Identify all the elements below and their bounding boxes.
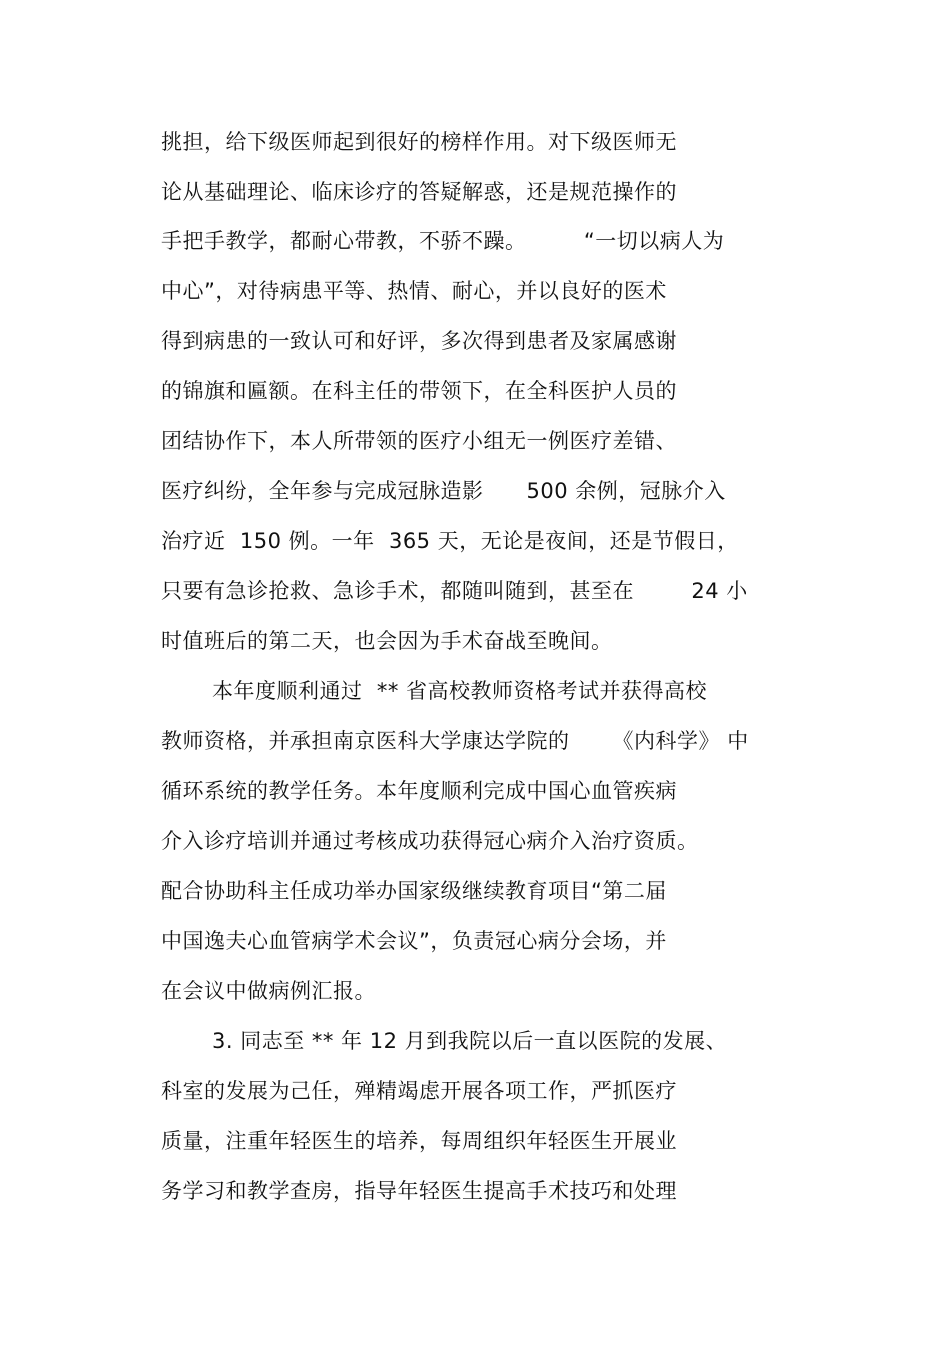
- text-line-16: 配合协助科主任成功举办国家级继续教育项目“第二届: [161, 879, 667, 903]
- text-line-20: 科室的发展为己任，殚精竭虑开展各项工作，严抓医疗: [161, 1079, 677, 1103]
- text-line-2: 论从基础理论、临床诊疗的答疑解惑，还是规范操作的: [161, 180, 677, 204]
- text-line-19: 3. 同志至 ** 年 12 月到我院以后一直以医院的发展、: [212, 1029, 728, 1053]
- text-line-22: 务学习和教学查房，指导年轻医生提高手术技巧和处理: [161, 1179, 677, 1203]
- text-line-3: 手把手教学，都耐心带教，不骄不躁。 “一切以病人为: [161, 229, 725, 253]
- text-line-1: 挑担，给下级医师起到很好的榜样作用。对下级医师无: [161, 130, 677, 154]
- text-line-5: 得到病患的一致认可和好评，多次得到患者及家属感谢: [161, 329, 677, 353]
- text-line-11: 时值班后的第二天，也会因为手术奋战至晚间。: [161, 629, 613, 653]
- text-line-18: 在会议中做病例汇报。: [161, 979, 376, 1003]
- text-line-9: 治疗近 150 例。一年 365 天，无论是夜间，还是节假日，: [161, 529, 739, 553]
- text-line-12: 本年度顺利通过 ** 省高校教师资格考试并获得高校: [212, 679, 708, 703]
- text-line-4: 中心”，对待病患平等、热情、耐心，并以良好的医术: [161, 279, 667, 303]
- text-line-13: 教师资格，并承担南京医科大学康达学院的 《内科学》 中: [161, 729, 749, 753]
- text-line-17: 中国逸夫心血管病学术会议”，负责冠心病分会场，并: [161, 929, 667, 953]
- text-line-10: 只要有急诊抢救、急诊手术，都随叫随到，甚至在 24 小: [161, 579, 748, 603]
- text-line-8: 医疗纠纷，全年参与完成冠脉造影 500 余例，冠脉介入: [161, 479, 726, 503]
- text-line-7: 团结协作下，本人所带领的医疗小组无一例医疗差错、: [161, 429, 677, 453]
- text-line-6: 的锦旗和匾额。在科主任的带领下，在全科医护人员的: [161, 379, 677, 403]
- text-line-14: 循环系统的教学任务。本年度顺利完成中国心血管疾病: [161, 779, 677, 803]
- text-line-15: 介入诊疗培训并通过考核成功获得冠心病介入治疗资质。: [161, 829, 699, 853]
- text-line-21: 质量，注重年轻医生的培养，每周组织年轻医生开展业: [161, 1129, 677, 1153]
